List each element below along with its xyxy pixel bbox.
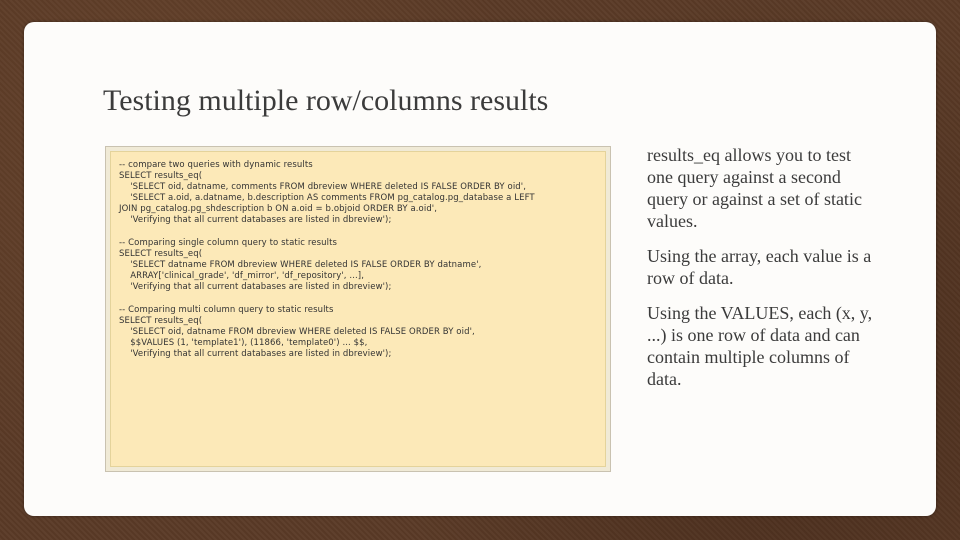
code-line: 'Verifying that all current databases are listed in dbreview'); bbox=[119, 215, 392, 225]
code-line: 'SELECT oid, datname FROM dbreview WHERE deleted IS FALSE ORDER BY oid', bbox=[119, 327, 475, 337]
bullet-list bbox=[647, 144, 877, 403]
code-line: JOIN pg_catalog.pg_shdescription b ON a.oid = b.objoid ORDER BY a.oid', bbox=[119, 204, 438, 214]
bullet-item: Using the array, each value is a row of data. bbox=[647, 246, 872, 288]
code-line: 'Verifying that all current databases are listed in dbreview'); bbox=[119, 282, 392, 292]
code-panel bbox=[110, 151, 606, 467]
code-line: 'Verifying that all current databases are listed in dbreview'); bbox=[119, 349, 392, 359]
code-line: SELECT results_eq( bbox=[119, 316, 203, 326]
code-block-single-column bbox=[119, 238, 599, 293]
bullet-item: Using the VALUES, each (x, y, ...) is one row of data and can contain multiple columns of data. bbox=[647, 303, 873, 389]
code-line: ARRAY['clinical_grade', 'df_mirror', 'df_repository', ...], bbox=[119, 271, 365, 281]
code-line: SELECT results_eq( bbox=[119, 171, 203, 181]
slide-title: Testing multiple row/columns results bbox=[103, 84, 549, 117]
code-line: -- compare two queries with dynamic results bbox=[119, 160, 313, 170]
code-line: 'SELECT a.oid, a.datname, b.description AS comments FROM pg_catalog.pg_database a LEFT bbox=[119, 193, 535, 203]
code-line: 'SELECT datname FROM dbreview WHERE deleted IS FALSE ORDER BY datname', bbox=[119, 260, 482, 270]
code-line: -- Comparing multi column query to static results bbox=[119, 305, 334, 315]
code-block-multi-column bbox=[119, 305, 599, 360]
code-frame bbox=[105, 146, 611, 472]
bullet-item: results_eq allows you to test one query against a second query or against a set of static values. bbox=[647, 145, 862, 231]
code-line: 'SELECT oid, datname, comments FROM dbreview WHERE deleted IS FALSE ORDER BY oid', bbox=[119, 182, 527, 192]
code-line: SELECT results_eq( bbox=[119, 249, 203, 259]
code-line: -- Comparing single column query to static results bbox=[119, 238, 338, 248]
code-line: $$VALUES (1, 'template1'), (11866, 'template0') ... $$, bbox=[119, 338, 368, 348]
code-block-dynamic bbox=[119, 160, 599, 226]
